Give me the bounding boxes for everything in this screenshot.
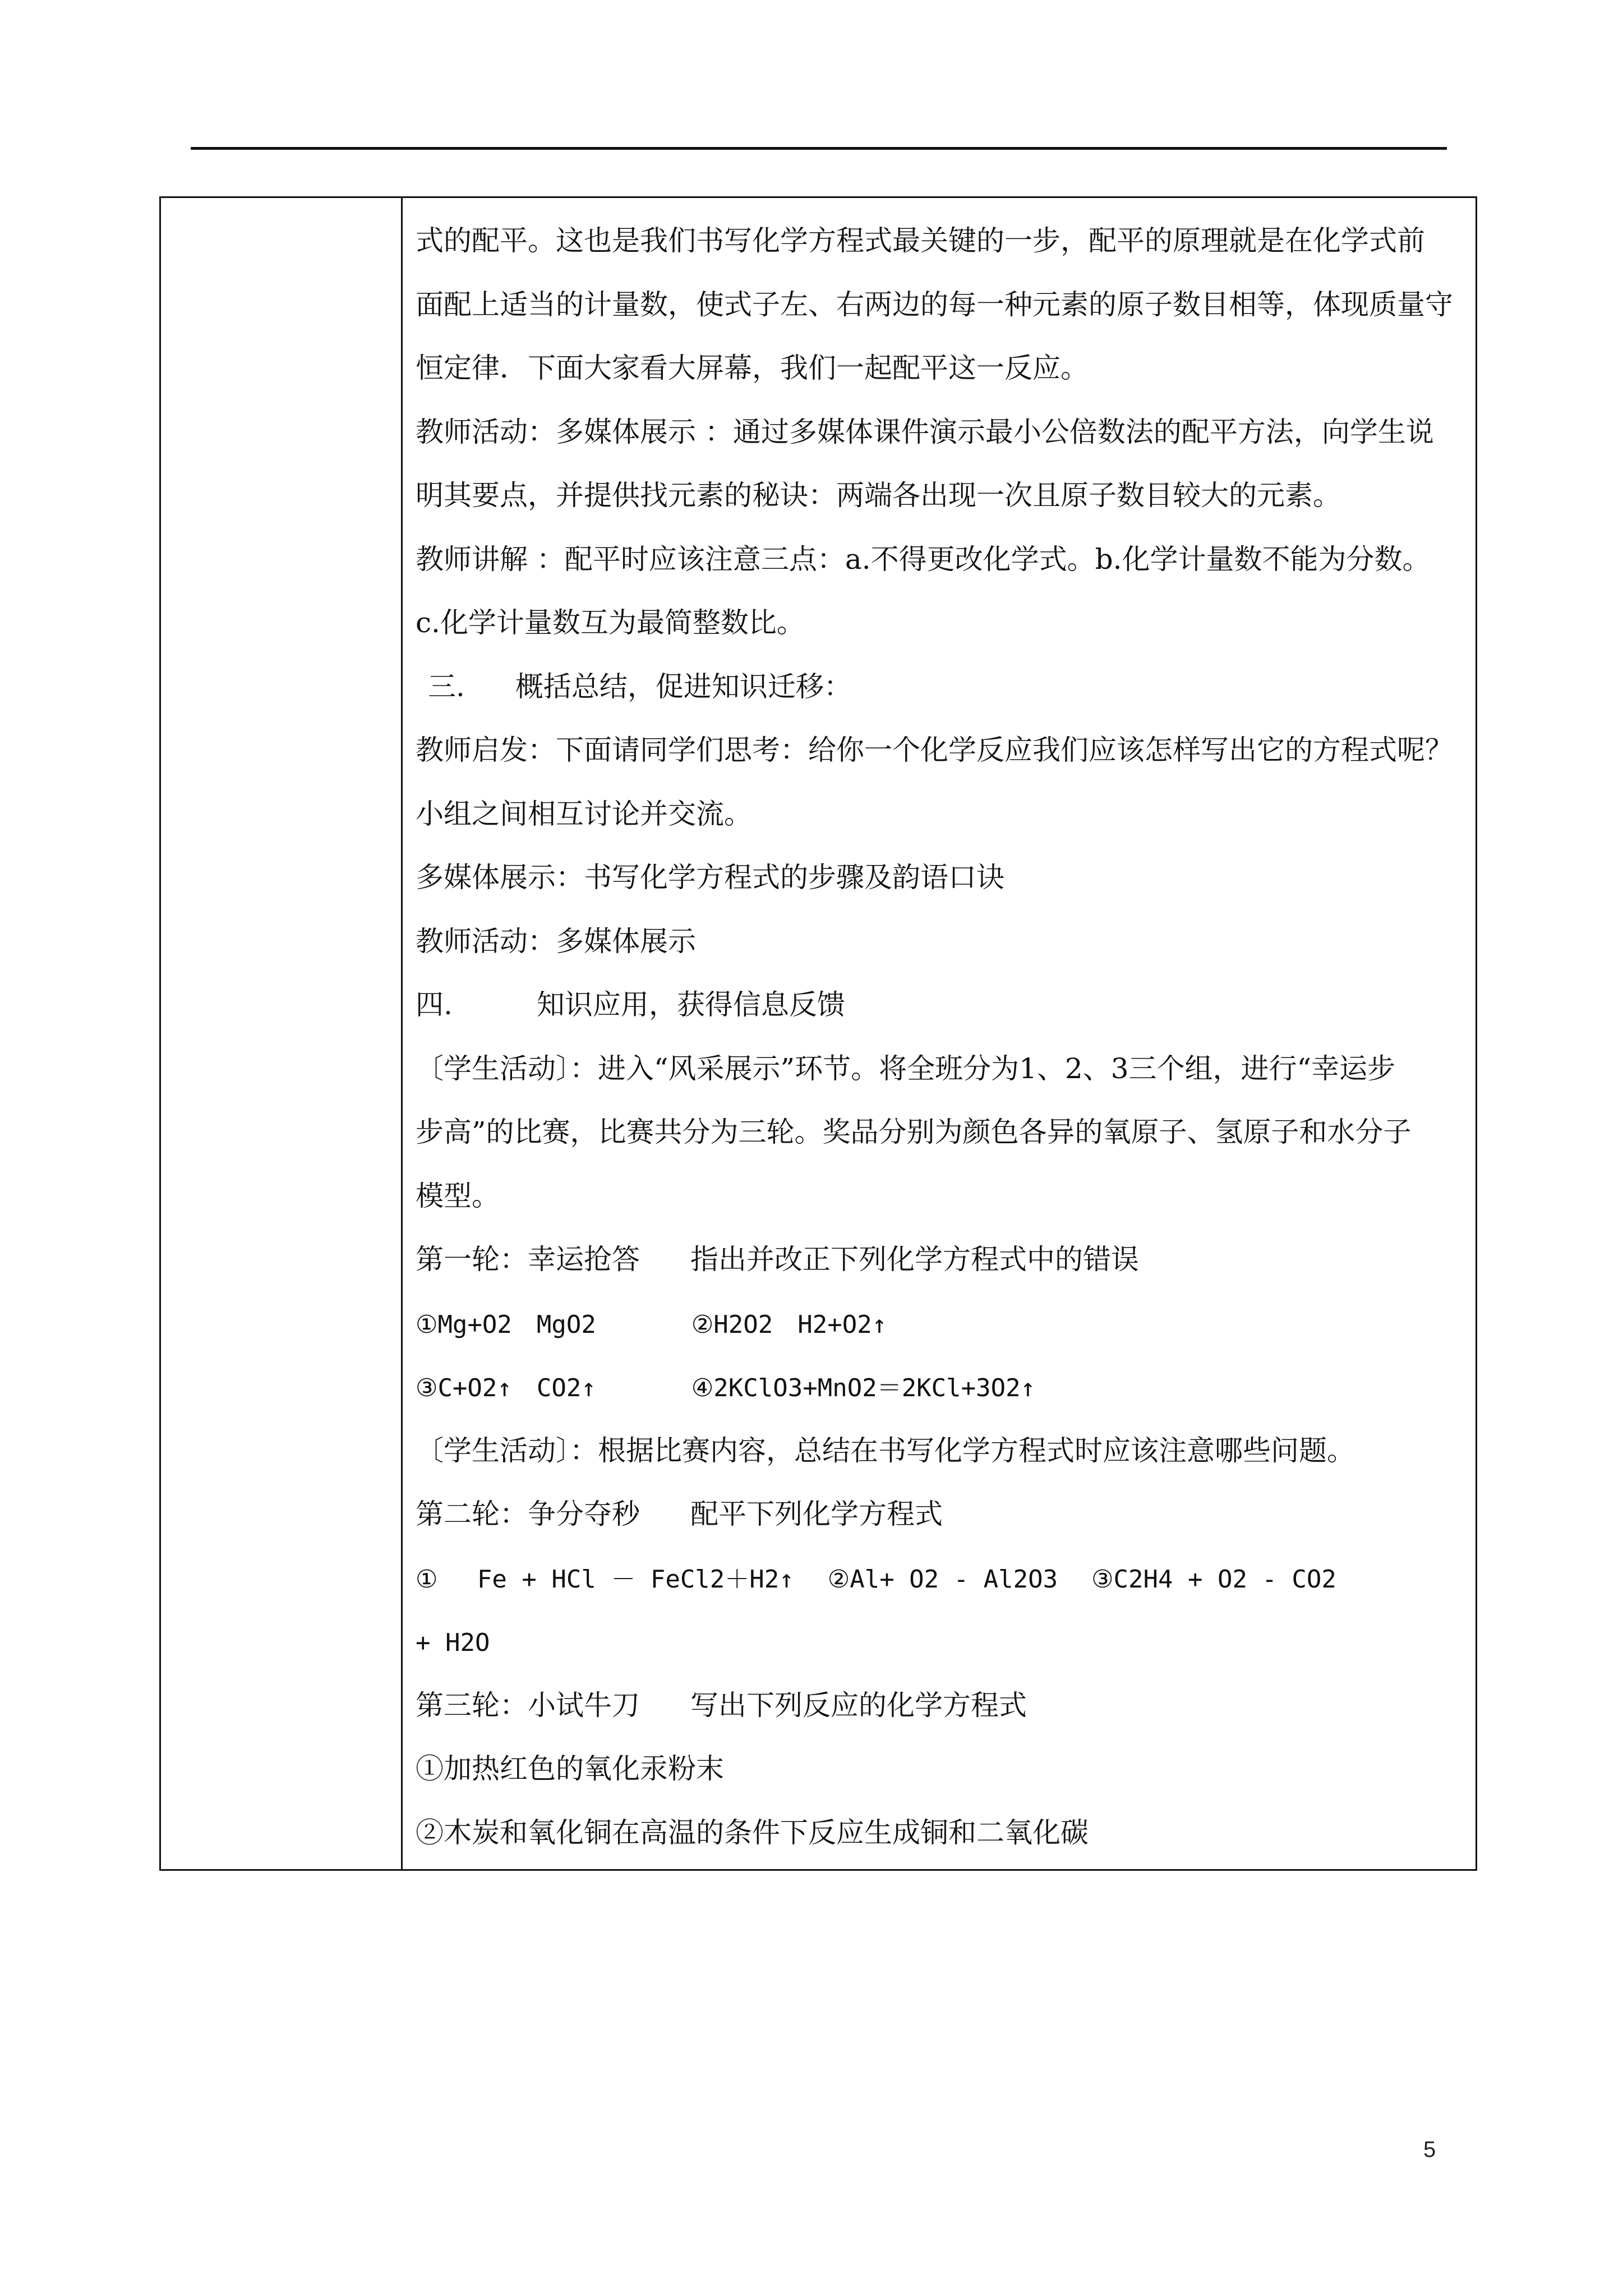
section-heading-3 [416, 655, 1468, 719]
table-left-cell [161, 198, 403, 1869]
equation: ③C+O2↑ CO2↑ [416, 1374, 596, 1402]
table-right-cell [404, 198, 1476, 1869]
section-title: 概括总结，促进知识迁移： [515, 670, 852, 703]
round-3-heading [416, 1674, 1468, 1738]
section-title: 知识应用，获得信息反馈 [536, 988, 845, 1021]
text-line: 教师讲解 ：配平时应该注意三点：a.不得更改化学式。b.化学计量数不能为分数。 [416, 542, 1431, 576]
text-line: 明其要点，并提供找元素的秘诀：两端各出现一次且原子数目较大的元素。 [416, 479, 1341, 512]
equation: ①Mg+O2 MgO2 [416, 1310, 596, 1339]
text-line: 教师启发：下面请同学们思考：给你一个化学反应我们应该怎样写出它的方程式呢？ [416, 734, 1453, 766]
round-name: 第二轮：争分夺秒 [416, 1498, 640, 1530]
text-line: 模型。 [416, 1179, 500, 1212]
equation: ① Fe + HCl － FeCl2＋H2↑ [416, 1565, 794, 1594]
equation-row [416, 1355, 1468, 1419]
round-task: 写出下列反应的化学方程式 [690, 1688, 1027, 1722]
section-number: 三. [428, 670, 465, 703]
lesson-table [159, 196, 1477, 1871]
text-line: 面配上适当的计量数，使式子左、右两边的每一种元素的原子数目相等，体现质量守 [416, 288, 1453, 321]
page-number: 5 [1423, 2137, 1436, 2162]
text-line: c.化学计量数互为最简整数比。 [416, 606, 805, 639]
equation: + H2O [416, 1628, 490, 1657]
text-line: 教师活动：多媒体展示 [416, 924, 696, 958]
section-number: 四. [416, 988, 453, 1021]
text-line: 多媒体展示：书写化学方程式的步骤及韵语口诀 [416, 861, 1004, 894]
text-line: 教师活动：多媒体展示 ：通过多媒体课件演示最小公倍数法的配平方法，向学生说 [416, 415, 1434, 448]
text-line: ②木炭和氧化铜在高温的条件下反应生成铜和二氧化碳 [416, 1816, 1089, 1849]
equation: ②Al+ O2 - Al2O3 [827, 1565, 1058, 1594]
equation-row [416, 1610, 1468, 1674]
round-name: 第一轮：幸运抢答 [416, 1243, 640, 1276]
equation: ④2KClO3+MnO2＝2KCl+3O2↑ [691, 1374, 1036, 1402]
text-line: 小组之间相互讨论并交流。 [416, 797, 752, 830]
header-rule [191, 147, 1447, 150]
text-line: 恒定律．下面大家看大屏幕，我们一起配平这一反应。 [416, 352, 1089, 384]
round-name: 第三轮：小试牛刀 [416, 1688, 640, 1722]
equation-row [416, 1547, 1468, 1611]
equation-row [416, 1292, 1468, 1356]
round-2-heading [416, 1483, 1468, 1547]
text-line: 〔学生活动〕：根据比赛内容，总结在书写化学方程式时应该注意哪些问题。 [416, 1434, 1355, 1467]
equation: ②H2O2 H2+O2↑ [691, 1310, 887, 1339]
section-heading-4 [416, 973, 1468, 1037]
round-task: 配平下列化学方程式 [690, 1498, 943, 1530]
text-line: 式的配平。这也是我们书写化学方程式最关键的一步，配平的原理就是在化学式前 [416, 224, 1425, 257]
text-line: 〔学生活动〕：进入“风采展示”环节。将全班分为1、2、3三个组，进行“幸运步 [416, 1052, 1396, 1085]
text-line: 步高”的比赛，比赛共分为三轮。奖品分别为颜色各异的氧原子、氢原子和水分子 [416, 1116, 1412, 1148]
equation: ③C2H4 + O2 - CO2 [1091, 1565, 1336, 1594]
round-1-heading [416, 1228, 1468, 1292]
round-task: 指出并改正下列化学方程式中的错误 [690, 1243, 1139, 1276]
text-line: ①加热红色的氧化汞粉末 [416, 1752, 724, 1785]
